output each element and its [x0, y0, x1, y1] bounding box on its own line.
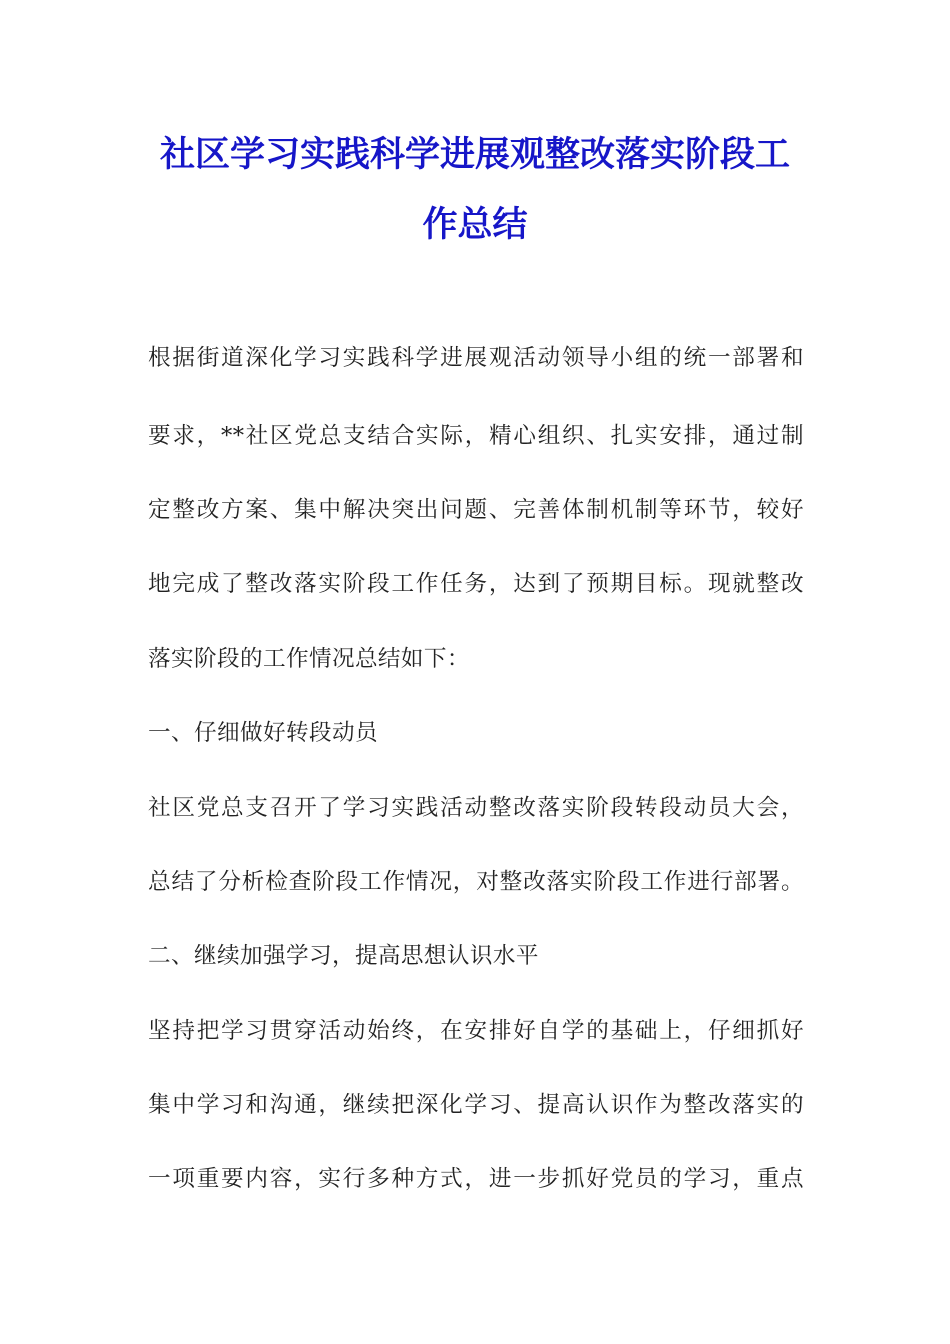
body-line-11: 集中学习和沟通，继续把深化学习、提高认识作为整改落实的 — [148, 1092, 804, 1118]
body-line-10: 坚持把学习贯穿活动始终，在安排好自学的基础上，仔细抓好 — [148, 1018, 804, 1044]
body-line-3: 定整改方案、集中解决突出问题、完善体制机制等环节，较好 — [148, 497, 804, 523]
body-line-2: 要求，**社区党总支结合实际，精心组织、扎实安排，通过制 — [148, 423, 804, 449]
document-title-line-2: 作总结 — [422, 205, 528, 245]
section-heading-1: 一、仔细做好转段动员 — [148, 720, 378, 746]
section-heading-2: 二、继续加强学习，提高思想认识水平 — [148, 943, 539, 969]
body-line-8: 总结了分析检查阶段工作情况，对整改落实阶段工作进行部署。 — [148, 869, 804, 895]
document-title-line-1: 社区学习实践科学进展观整改落实阶段工 — [159, 135, 790, 175]
body-line-7: 社区党总支召开了学习实践活动整改落实阶段转段动员大会， — [148, 795, 804, 821]
body-line-1: 根据街道深化学习实践科学进展观活动领导小组的统一部署和 — [148, 345, 804, 371]
body-line-5: 落实阶段的工作情况总结如下： — [148, 646, 470, 672]
body-line-4: 地完成了整改落实阶段工作任务，达到了预期目标。现就整改 — [148, 571, 804, 597]
body-line-12: 一项重要内容，实行多种方式，进一步抓好党员的学习，重点 — [148, 1166, 804, 1192]
